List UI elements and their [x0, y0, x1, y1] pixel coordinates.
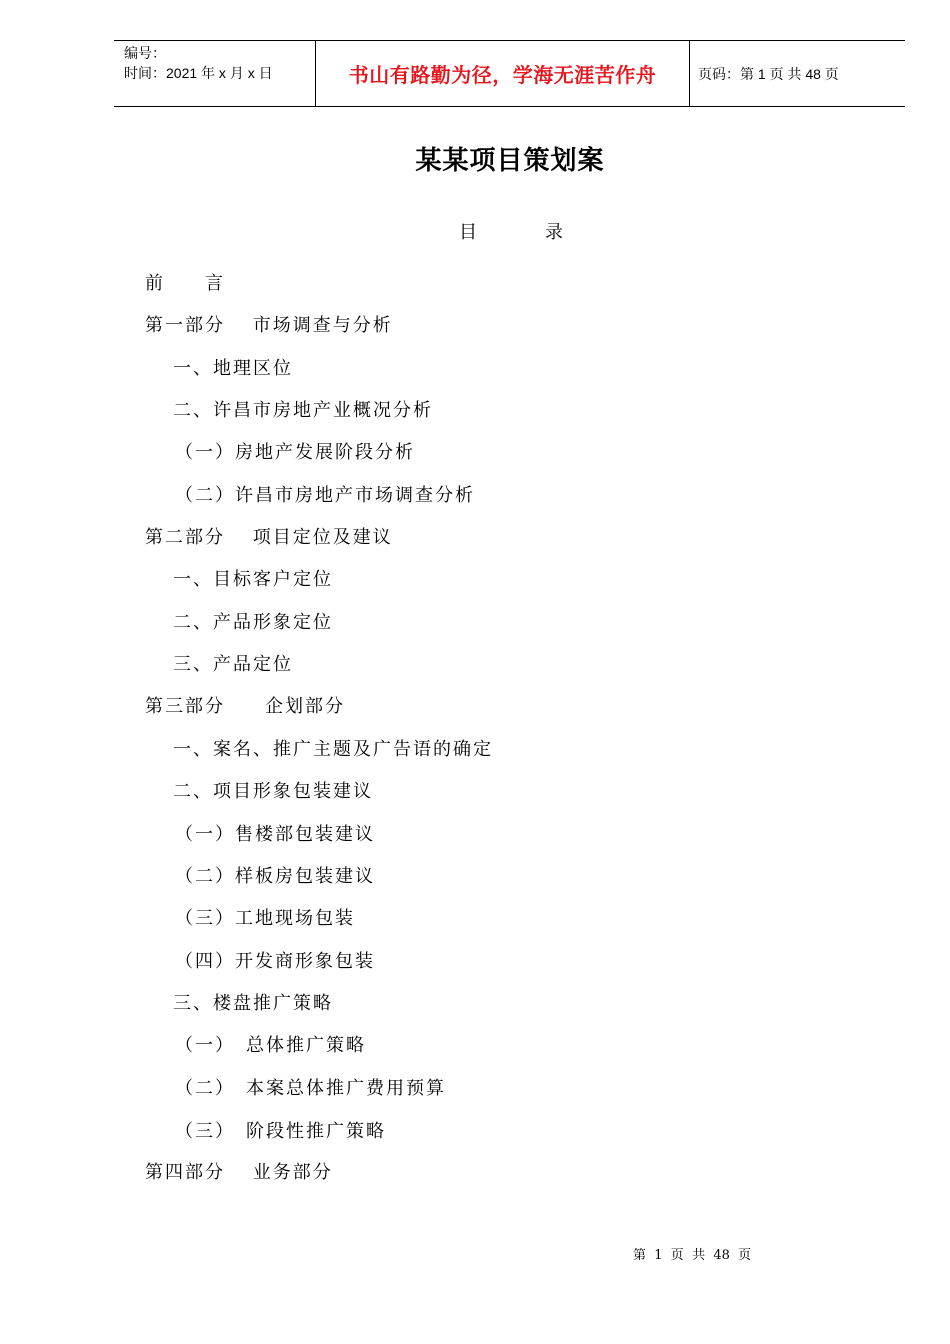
toc-heading-right: 录	[545, 222, 563, 243]
toc-line: 一、地理区位	[173, 358, 293, 379]
document-title: 某某项目策划案	[415, 146, 605, 176]
toc-line: （四）开发商形象包装	[175, 951, 375, 972]
toc-line: （三） 阶段性推广策略	[175, 1121, 386, 1142]
toc-line: 第一部分 市场调查与分析	[145, 315, 393, 336]
toc-line: （三）工地现场包装	[175, 908, 355, 929]
toc-line: 二、许昌市房地产业概况分析	[173, 400, 433, 421]
toc-line: 一、案名、推广主题及广告语的确定	[173, 739, 493, 760]
toc-line: 第二部分 项目定位及建议	[145, 527, 393, 548]
toc-line: （一）房地产发展阶段分析	[175, 442, 415, 463]
page-footer: 第 1 页 共 48 页	[633, 1248, 752, 1263]
toc-line: 一、目标客户定位	[173, 569, 333, 590]
toc-line: 二、产品形象定位	[173, 612, 333, 633]
toc-heading-left: 目	[459, 222, 477, 243]
toc-line: （一）售楼部包装建议	[175, 824, 375, 845]
motto-text: 书山有路勤为径，学海无涯苦作舟	[348, 63, 657, 87]
header-page-cell	[690, 41, 905, 106]
toc-line: 二、项目形象包装建议	[173, 781, 373, 802]
toc-line: （一） 总体推广策略	[175, 1035, 366, 1056]
toc-line: （二）许昌市房地产市场调查分析	[175, 485, 475, 506]
toc-line: （二）样板房包装建议	[175, 866, 375, 887]
document-header	[114, 40, 905, 107]
toc-line: 前 言	[145, 273, 225, 294]
toc-heading	[459, 218, 563, 244]
toc-line: 三、产品定位	[173, 654, 293, 675]
header-meta	[114, 41, 316, 106]
toc-line: 三、楼盘推广策略	[173, 993, 333, 1014]
toc-line: 第三部分 企划部分	[145, 696, 345, 717]
page-label: 页码：第 1 页 共 48 页	[698, 65, 839, 82]
toc-line: 第四部分 业务部分	[145, 1162, 333, 1183]
time-label: 时间：2021 年 x 月 x 日	[124, 65, 273, 81]
toc-line: （二） 本案总体推广费用预算	[175, 1078, 446, 1099]
header-motto-cell	[316, 41, 690, 106]
number-label: 编号：	[124, 45, 166, 61]
